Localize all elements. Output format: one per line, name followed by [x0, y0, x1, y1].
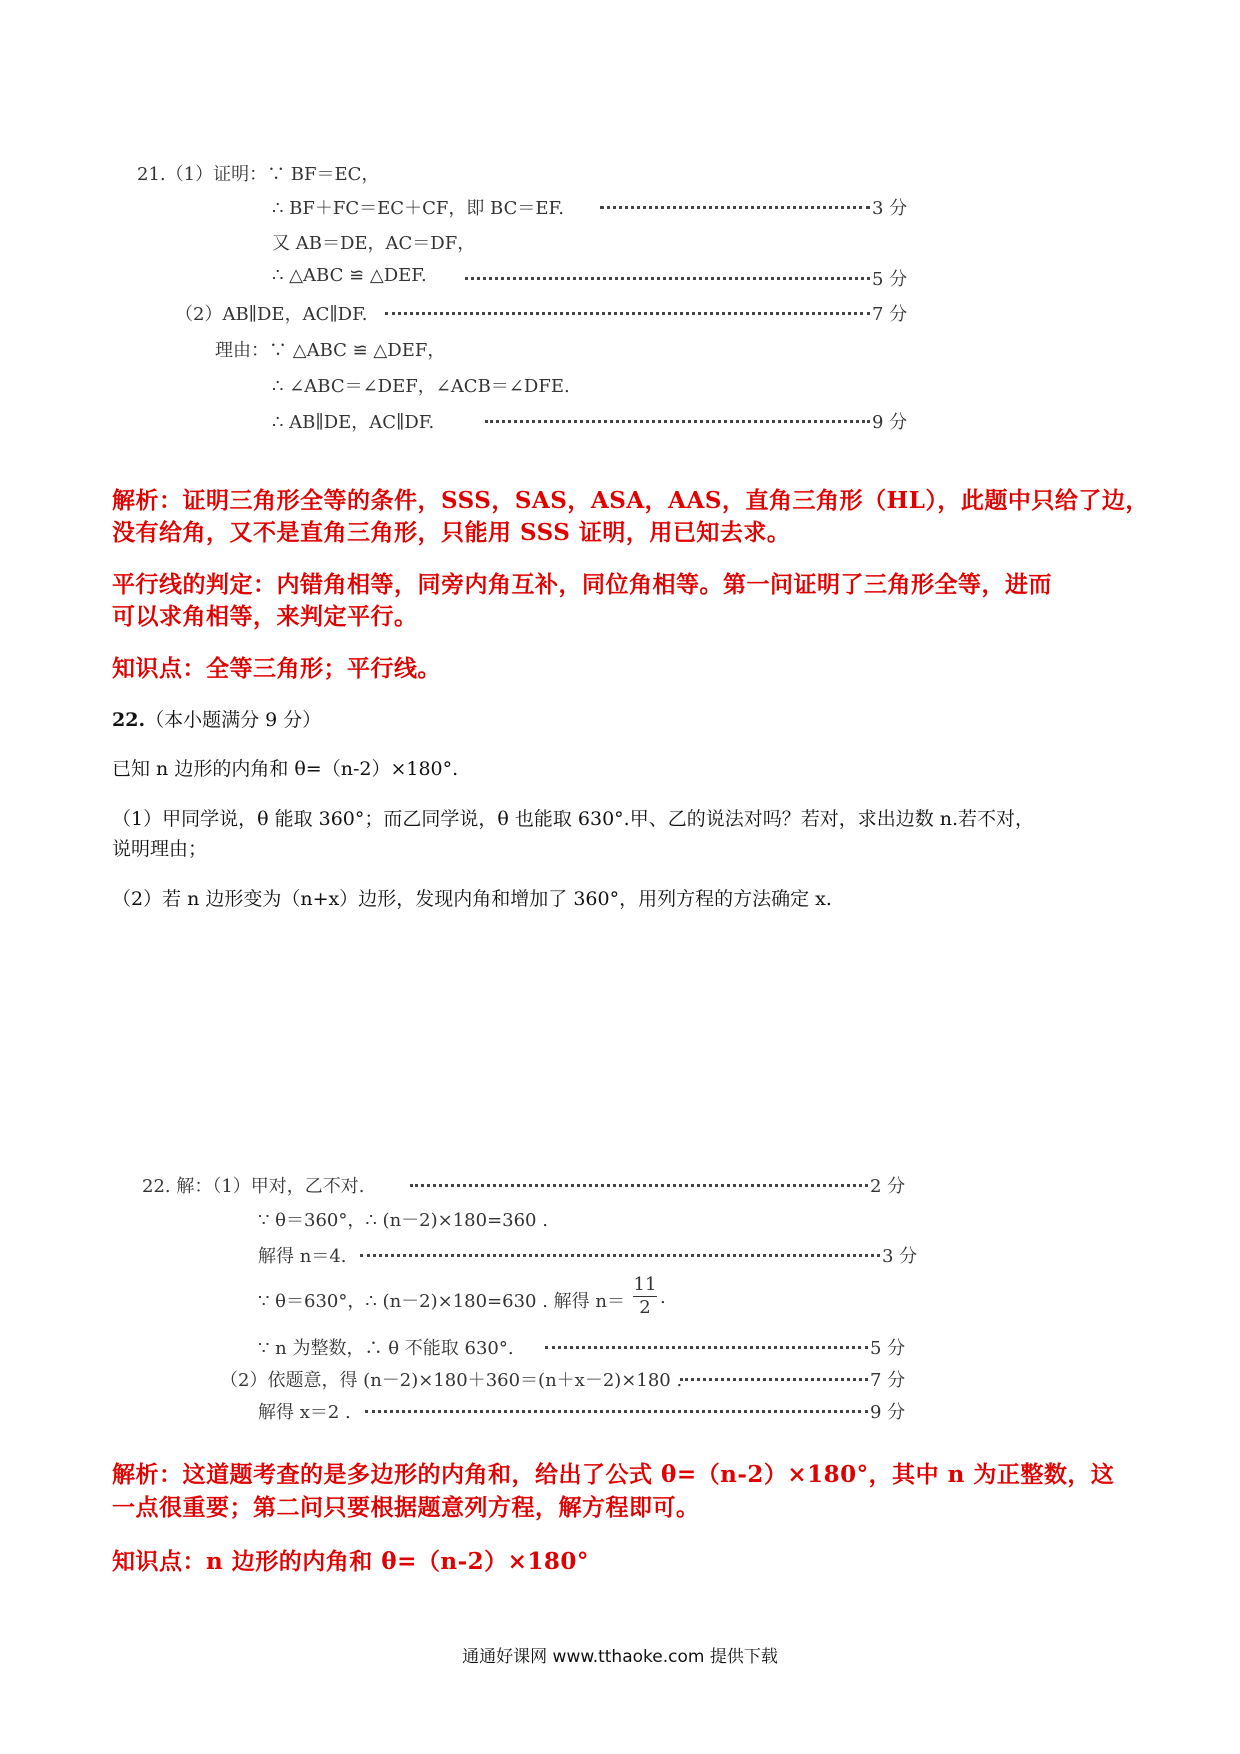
- q22-part-1-line-2: 说明理由；: [112, 838, 208, 860]
- leader-dots: [410, 1184, 868, 1187]
- q22-answer-line-6: （2）依题意，得 (n－2)×180＋360＝(n＋x－2)×180 .: [220, 1370, 683, 1391]
- q22-points-5: 5 分: [870, 1338, 906, 1359]
- q22-given: 已知 n 边形的内角和 θ=（n-2）×180°.: [112, 758, 459, 780]
- leader-dots: [680, 1378, 868, 1381]
- leader-dots: [385, 312, 870, 315]
- fraction-denominator: 2: [633, 1296, 657, 1319]
- q22-number: 22.: [112, 709, 146, 731]
- q21-answer-line-6: 理由：∵ △ABC ≌ △DEF，: [215, 340, 446, 361]
- q21-knowledge-points: 知识点：全等三角形；平行线。: [112, 655, 441, 682]
- q21-answer-line-8: ∴ AB∥DE，AC∥DF.: [272, 412, 435, 433]
- q21-analysis-line-1: 解析：证明三角形全等的条件，SSS，SAS，ASA，AAS，直角三角形（HL），此题中只给了边，: [112, 487, 1149, 514]
- q22-points-3: 3 分: [882, 1246, 918, 1267]
- q22-part-1-line-1: （1）甲同学说，θ 能取 360°；而乙同学说，θ 也能取 630°.甲、乙的说法对吗？若对，求出边数 n.若不对，: [112, 808, 1035, 830]
- q21-answer-line-3: 又 AB＝DE，AC＝DF，: [272, 233, 476, 254]
- leader-dots: [485, 420, 870, 423]
- q22-title: [112, 705, 321, 732]
- leader-dots: [600, 206, 870, 209]
- q22-score-note: （本小题满分 9 分）: [145, 709, 322, 731]
- q21-analysis-line-4: 可以求角相等，来判定平行。: [112, 603, 418, 630]
- q22-answer-line-3: 解得 n＝4.: [258, 1246, 347, 1267]
- q21-analysis-line-3: 平行线的判定：内错角相等，同旁内角互补，同位角相等。第一问证明了三角形全等，进而: [112, 571, 1052, 598]
- q21-points-3: 3 分: [872, 198, 908, 219]
- q22-analysis-line-1: 解析：这道题考查的是多边形的内角和，给出了公式 θ=（n-2）×180°，其中 n 为正整数，这: [112, 1461, 1115, 1488]
- q22-answer-line-4-end: .: [660, 1287, 666, 1308]
- leader-dots: [360, 1254, 880, 1257]
- leader-dots: [365, 1410, 868, 1413]
- leader-dots: [465, 277, 870, 280]
- q22-points-2: 2 分: [870, 1176, 906, 1197]
- q21-points-9: 9 分: [872, 412, 908, 433]
- q21-answer-line-4: ∴ △ABC ≌ △DEF.: [272, 265, 427, 286]
- q22-answer-line-5: ∵ n 为整数，∴ θ 不能取 630°.: [258, 1338, 514, 1359]
- q21-answer-line-1: 21.（1）证明：∵ BF＝EC，: [137, 164, 380, 185]
- q21-answer-line-7: ∴ ∠ABC＝∠DEF，∠ACB＝∠DFE.: [272, 376, 570, 397]
- q22-knowledge-points: 知识点：n 边形的内角和 θ=（n-2）×180°: [112, 1548, 589, 1575]
- footer-credit: 通通好课网 www.tthaoke.com 提供下载: [462, 1647, 778, 1667]
- q21-answer-line-2: ∴ BF＋FC＝EC＋CF，即 BC＝EF.: [272, 198, 564, 219]
- q22-analysis-line-2: 一点很重要；第二问只要根据题意列方程，解方程即可。: [112, 1494, 700, 1521]
- q21-points-5: 5 分: [872, 269, 908, 290]
- q22-answer-line-1: 22. 解：（1）甲对，乙不对.: [142, 1176, 365, 1197]
- leader-dots: [545, 1346, 868, 1349]
- q22-answer-line-7: 解得 x＝2 .: [258, 1402, 351, 1423]
- q22-answer-line-2: ∵ θ＝360°，∴ (n－2)×180=360 .: [258, 1210, 548, 1231]
- q21-answer-line-5: （2）AB∥DE，AC∥DF.: [175, 304, 368, 325]
- q22-points-7: 7 分: [870, 1370, 906, 1391]
- fraction-numerator: 11: [633, 1274, 657, 1295]
- q21-points-7: 7 分: [872, 304, 908, 325]
- q22-points-9: 9 分: [870, 1402, 906, 1423]
- q22-part-2: （2）若 n 边形变为（n+x）边形，发现内角和增加了 360°，用列方程的方法确定 x.: [112, 888, 832, 910]
- q22-answer-line-4: ∵ θ＝630°，∴ (n－2)×180=630 . 解得 n＝: [258, 1291, 625, 1312]
- fraction-eleven-halves: [633, 1274, 657, 1319]
- q21-analysis-line-2: 没有给角，又不是直角三角形，只能用 SSS 证明，用已知去求。: [112, 519, 791, 546]
